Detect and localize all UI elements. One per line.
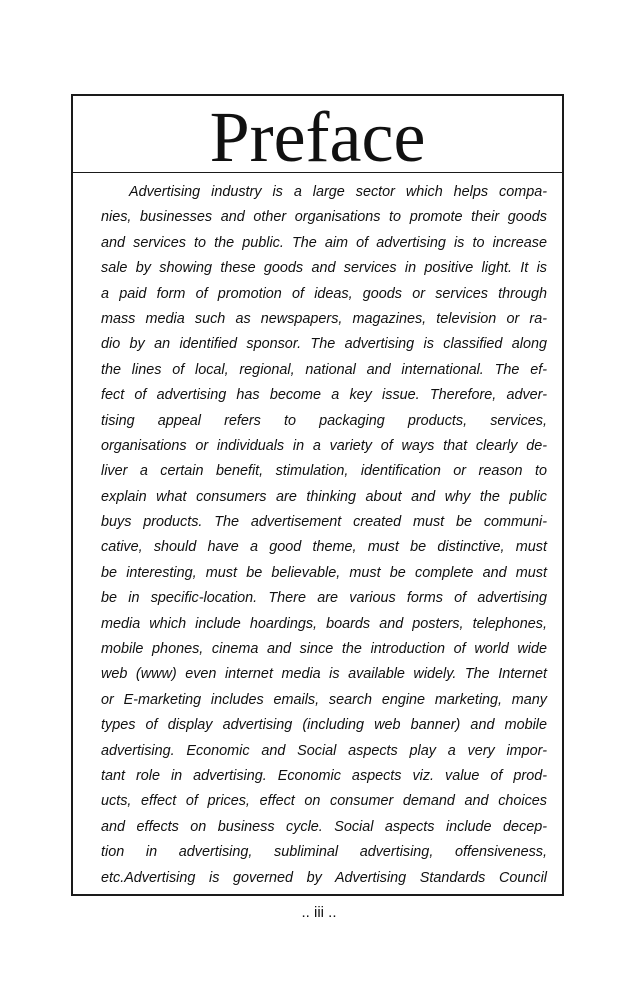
text-line: the lines of local, regional, national and international. The ef- (101, 361, 547, 378)
text-line: nies, businesses and other organisations to promote their goods (101, 209, 547, 226)
preface-body (101, 180, 547, 891)
text-line: explain what consumers are thinking about and why the public (101, 488, 547, 505)
text-line: or E-marketing includes emails, search engine marketing, many (101, 691, 547, 708)
text-line: be interesting, must be believable, must be complete and must (101, 564, 547, 581)
title-divider (73, 172, 562, 173)
text-line: and effects on business cycle. Social aspects include decep- (101, 818, 547, 835)
text-line: dio by an identified sponsor. The advertising is classified along (101, 336, 547, 353)
text-line: tion in advertising, subliminal advertising, offensiveness, (101, 844, 547, 861)
text-line: and services to the public. The aim of advertising is to increase (101, 234, 547, 251)
text-line: organisations or individuals in a variety of ways that clearly de- (101, 437, 547, 454)
text-line: ucts, effect of prices, effect on consumer demand and choices (101, 793, 547, 810)
text-line: fect of advertising has become a key issue. Therefore, adver- (101, 387, 547, 404)
text-line: mobile phones, cinema and since the introduction of world wide (101, 641, 547, 658)
page-number: .. iii .. (301, 904, 337, 921)
preface-frame (71, 94, 564, 896)
text-line: Advertising industry is a large sector which helps compa- (129, 184, 547, 200)
text-line: buys products. The advertisement created must be communi- (101, 514, 547, 531)
text-line: sale by showing these goods and services in positive light. It is (101, 260, 547, 277)
text-line: advertising. Economic and Social aspects play a very impor- (101, 742, 547, 759)
text-line: tising appeal refers to packaging products, services, (101, 412, 547, 429)
text-line: web (www) even internet media is available widely. The Internet (101, 666, 547, 683)
text-line: media which include hoardings, boards and posters, telephones, (101, 615, 547, 632)
text-line: mass media such as newspapers, magazines, television or ra- (101, 310, 547, 327)
text-line: tant role in advertising. Economic aspects viz. value of prod- (101, 767, 547, 784)
text-line: be in specific-location. There are various forms of advertising (101, 590, 547, 607)
page-title: Preface (209, 97, 426, 177)
text-line: etc.Advertising is governed by Advertising Standards Council (101, 869, 547, 886)
text-line: types of display advertising (including web banner) and mobile (101, 717, 547, 734)
text-line: liver a certain benefit, stimulation, identification or reason to (101, 463, 547, 480)
text-line: cative, should have a good theme, must be distinctive, must (101, 539, 547, 556)
text-line: a paid form of promotion of ideas, goods or services through (101, 285, 547, 302)
